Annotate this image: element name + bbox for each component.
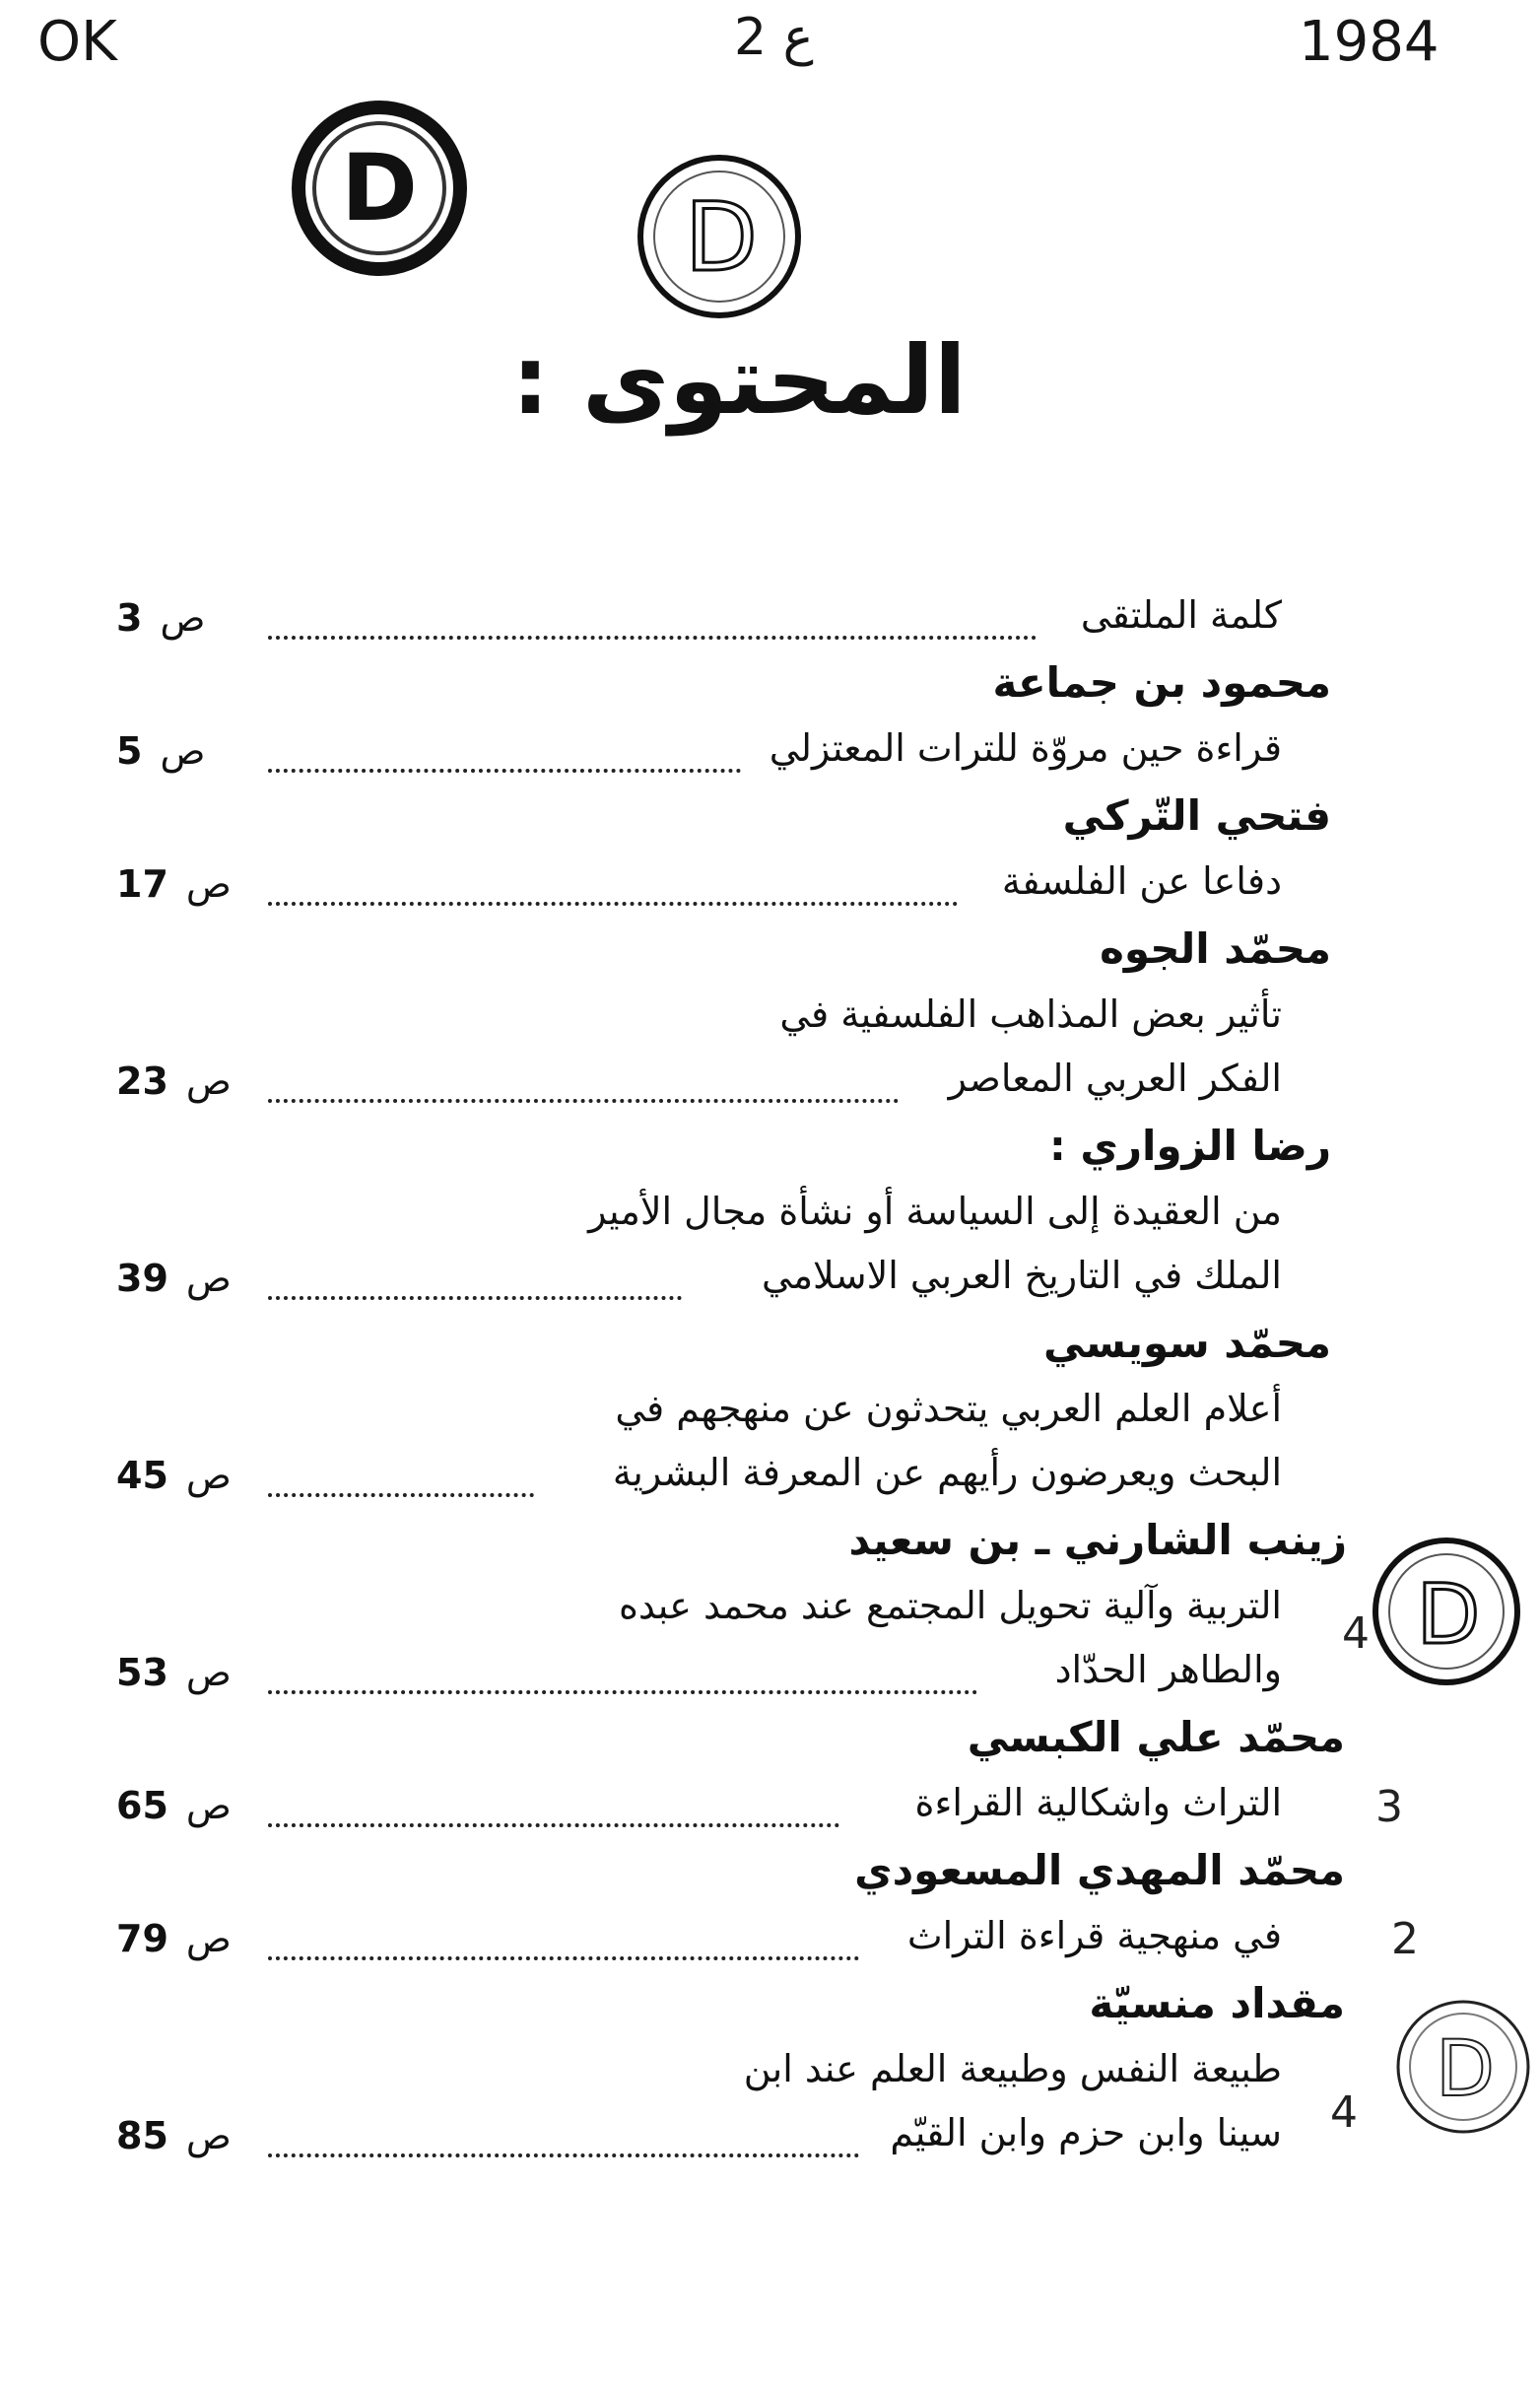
page-number: 17 [116,862,168,906]
page-number: 79 [116,1917,168,1960]
toc-entry-author: محمّد علي الكبسي [967,1713,1345,1761]
page-reference [116,1257,264,1300]
toc-entry-title: دفاعا عن الفلسفة [1001,859,1282,903]
page-reference [116,1784,264,1827]
dot-leader [268,1690,977,1694]
page-label: ص [185,1059,232,1103]
dot-leader [268,1956,859,1960]
dot-leader [268,2153,859,2157]
toc-entry-title: سينا وابن حزم وابن القيّم [890,2111,1282,2154]
page-label: ص [185,1651,232,1694]
toc-entry-author: زينب الشارني ـ بن سعيد [848,1516,1347,1564]
stamp-letter: D [1435,2025,1496,2114]
dot-leader [268,902,958,906]
page-reference [116,729,264,773]
page-label: ص [185,2114,232,2157]
toc-entry-author: محمّد الجوه [1100,924,1331,973]
toc-entry-title: التراث واشكالية القراءة [914,1781,1282,1824]
page-reference [116,1454,264,1497]
toc-entry-title: قراءة حين مروّة للترات المعتزلي [769,726,1282,770]
page-label: ص [160,596,206,640]
page-number: 5 [116,729,143,773]
page-title: المحتوى : [511,325,967,436]
page-reference [116,1917,264,1960]
margin-mark: 3 [1375,1782,1403,1832]
toc-entry-title: في منهجية قراءة التراث [906,1914,1282,1957]
page-number: 65 [116,1784,168,1827]
stamp-letter: D [340,135,419,242]
toc-entry-author: محمود بن جماعة [992,658,1331,707]
dot-leader [268,1493,534,1497]
stamp-letter: D [1416,1566,1481,1663]
page-label: ص [185,1784,232,1827]
toc-entry-title: الملك في التاريخ العربي الاسلامي [762,1254,1282,1297]
page-number: 3 [116,596,143,640]
page-number: 53 [116,1651,168,1694]
stamp-letter: D [685,182,758,293]
page-label: ص [185,1917,232,1960]
dot-leader [268,636,1037,640]
page-label: ص [185,862,232,906]
toc-entry-author: محمّد المهدي المسعودي [854,1846,1345,1894]
page-reference [116,2114,264,2157]
handwritten-note-top-right: 1984 [1299,10,1440,74]
toc-entry-title: أعلام العلم العربي يتحدثون عن منهجهم في [615,1387,1282,1430]
toc-entry-title: كلمة الملتقى [1080,593,1282,637]
page-label: ص [160,729,206,773]
toc-entry-title: البحث ويعرضون رأيهم عن المعرفة البشرية [612,1451,1282,1494]
toc-entry-title: التربية وآلية تحويل المجتمع عند محمد عبده [618,1584,1282,1627]
page-number: 23 [116,1059,168,1103]
margin-mark: 4 [1330,2087,1358,2138]
toc-entry-author: رضا الزواري : [1048,1122,1331,1170]
toc-entry-author: مقداد منسيّة [1089,1979,1345,2027]
page-number: 39 [116,1257,168,1300]
dot-leader [268,1296,682,1300]
page-label: ص [185,1257,232,1300]
toc-entry-title: طبيعة النفس وطبيعة العلم عند ابن [743,2047,1282,2090]
page-reference [116,596,264,640]
page-reference [116,1059,264,1103]
toc-entry-title: تأثير بعض المذاهب الفلسفية في [779,992,1282,1036]
toc-entry-title: الفكر العربي المعاصر [948,1057,1282,1100]
margin-mark: 2 [1391,1914,1419,1964]
dot-leader [268,1823,839,1827]
page-number: 85 [116,2114,168,2157]
handwritten-note-top-left: OK [37,10,117,74]
toc-entry-author: محمّد سويسي [1043,1319,1331,1367]
dot-leader [268,1099,899,1103]
margin-mark: 4 [1342,1608,1370,1659]
dot-leader [268,769,741,773]
toc-entry-title: من العقيدة إلى السياسة أو نشأة مجال الأمير [588,1190,1282,1233]
page-reference [116,862,264,906]
page-number: 45 [116,1454,168,1497]
handwritten-note-top-center: 2 ع [734,8,814,67]
toc-entry-title: والطاهر الحدّاد [1054,1648,1282,1691]
page-reference [116,1651,264,1694]
toc-entry-author: فتحي التّركي [1062,791,1331,840]
page-label: ص [185,1454,232,1497]
